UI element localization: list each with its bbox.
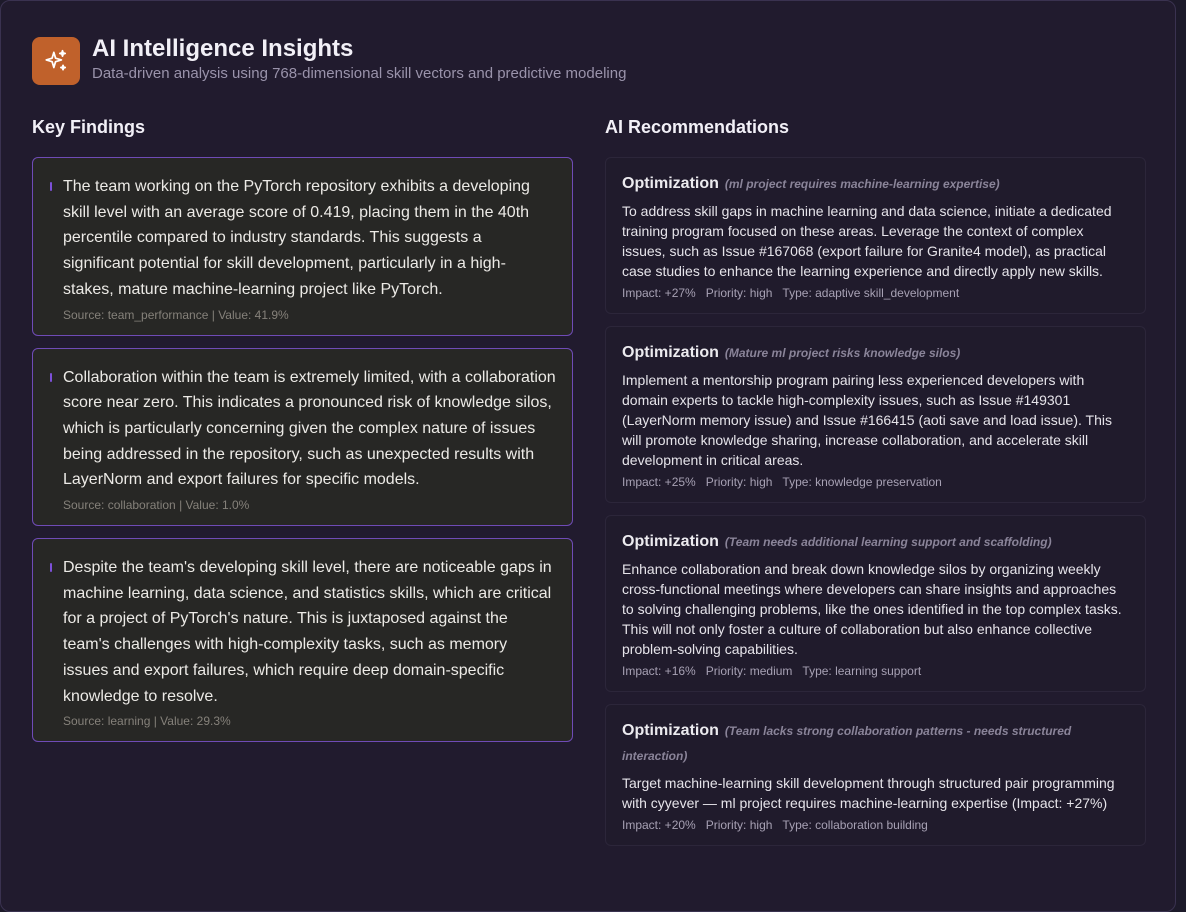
recommendation-reason: (ml project requires machine-learning expertise) (724, 177, 1000, 191)
finding-text: The team working on the PyTorch repository exhibits a developing skill level with an average score of 0.419, placing them in the 40th percentile compared to industry standards. This suggests a significant potential for skill development, particularly in a high-stakes, mature machine-learning project like PyTorch. (63, 178, 530, 298)
recommendation-card (605, 326, 1146, 503)
recommendation-text: Enhance collaboration and break down knowledge silos by organizing weekly cross-functional meetings where developers can share insights and approaches to solving challenging problems, like the ones identified in the top complex tasks. This will not only foster a culture of collaboration but also enhance collective problem-solving capabilities. (622, 561, 1122, 657)
page-subtitle: Data-driven analysis using 768-dimensional skill vectors and predictive modeling (92, 64, 627, 82)
recommendation-title: Optimization (622, 533, 719, 550)
recommendation-meta (622, 474, 1129, 490)
recommendation-meta (622, 285, 1129, 301)
finding-card (32, 348, 573, 527)
recommendation-title: Optimization (622, 175, 719, 192)
type-label: Type: collaboration building (782, 818, 928, 832)
priority-label: Priority: medium (705, 664, 793, 678)
recommendation-card (605, 704, 1146, 846)
recommendation-title: Optimization (622, 344, 719, 361)
recommendation-title: Optimization (622, 722, 719, 739)
impact-label: Impact: +27% (622, 286, 696, 300)
recommendation-header (622, 172, 1129, 197)
type-label: Type: knowledge preservation (782, 475, 942, 489)
finding-text: Collaboration within the team is extremely limited, with a collaboration score near zero. This indicates a pronounced risk of knowledge silos, which is particularly concerning given the complex nature of issues being addressed in the repository, such as unexpected results with LayerNorm and export failures for specific models. (63, 368, 556, 489)
recommendation-card (605, 515, 1146, 692)
key-findings-title: Key Findings (32, 117, 146, 137)
recommendation-card (605, 157, 1146, 314)
recommendation-reason: (Team lacks strong collaboration patterns - needs structured interaction) (622, 724, 1072, 763)
impact-label: Impact: +20% (622, 818, 696, 832)
recommendation-meta (622, 663, 1129, 679)
header-text (92, 34, 627, 84)
recommendation-reason: (Mature ml project risks knowledge silos) (724, 346, 961, 360)
key-findings-section (32, 115, 573, 754)
priority-label: Priority: high (705, 286, 773, 300)
finding-marker (50, 182, 52, 191)
finding-meta: Source: collaboration | Value: 1.0% (63, 498, 250, 513)
page-title: AI Intelligence Insights (92, 34, 354, 62)
recommendation-text: Target machine-learning skill development through structured pair programming with cyyever — ml project requires machine-learning expertise (Impact: +27%) (622, 775, 1115, 811)
recommendation-meta (622, 817, 1129, 833)
sparkles-icon (32, 37, 80, 85)
recommendations-section (605, 115, 1146, 858)
finding-text: Despite the team's developing skill level, there are noticeable gaps in machine learning, data science, and statistics skills, which are critical for a project of PyTorch's nature. This is juxtaposed against the team's challenges with high-complexity tasks, such as memory issues and export failures, which require deep domain-specific knowledge to resolve. (63, 559, 552, 705)
recommendation-header (622, 530, 1129, 555)
recommendations-title: AI Recommendations (605, 117, 790, 137)
finding-card (32, 538, 573, 742)
recommendation-header (622, 719, 1129, 769)
impact-label: Impact: +16% (622, 664, 696, 678)
finding-card (32, 157, 573, 336)
recommendation-reason: (Team needs additional learning support and scaffolding) (724, 535, 1052, 549)
priority-label: Priority: high (705, 475, 773, 489)
finding-marker (50, 563, 52, 572)
header (32, 34, 627, 85)
finding-marker (50, 373, 52, 382)
recommendation-text: Implement a mentorship program pairing less experienced developers with domain experts to tackle high-complexity issues, such as Issue #149301 (LayerNorm memory issue) and Issue #166415 (aoti save and load issue). This will promote knowledge sharing, increase collaboration, and accelerate skill development in critical areas. (622, 372, 1112, 468)
type-label: Type: adaptive skill_development (782, 286, 960, 300)
recommendation-text: To address skill gaps in machine learning and data science, initiate a dedicated training program focused on these areas. Leverage the context of complex issues, such as Issue #167068 (export failure for Granite4 model), as practical case studies to enhance the learning experience and directly apply new skills. (622, 203, 1112, 279)
type-label: Type: learning support (802, 664, 922, 678)
priority-label: Priority: high (705, 818, 773, 832)
finding-meta: Source: learning | Value: 29.3% (63, 714, 231, 729)
finding-meta: Source: team_performance | Value: 41.9% (63, 307, 289, 322)
impact-label: Impact: +25% (622, 475, 696, 489)
recommendation-header (622, 341, 1129, 366)
